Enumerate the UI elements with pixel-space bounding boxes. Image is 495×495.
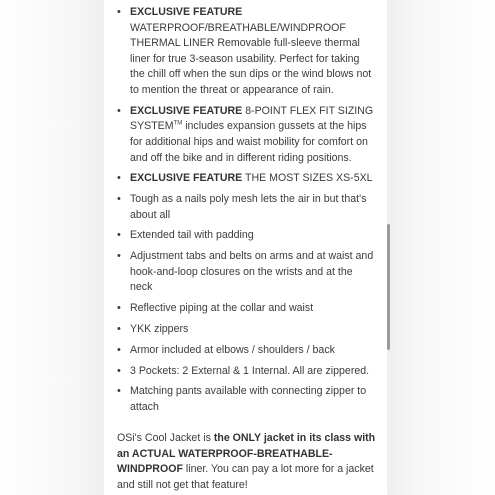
- feature-headline: THE MOST SIZES XS-5XL: [245, 172, 373, 185]
- feature-item-zippers: [115, 322, 377, 338]
- bullet-icon: •: [117, 229, 121, 242]
- product-description-page: [104, 0, 387, 495]
- feature-item-tail: [115, 228, 377, 244]
- trademark-mark: TM: [173, 120, 183, 127]
- feature-text: Tough as a nails poly mesh lets the air in but that's about all: [130, 193, 367, 221]
- bullet-icon: •: [117, 193, 121, 206]
- feature-detail: Removable full-sleeve thermal liner for true 3-season usability. Perfect for taking the chill off when the sun dips or the wind blows not to mention the threat or appearance of rain.: [130, 37, 372, 96]
- feature-text: Matching pants available with connecting zipper to attach: [130, 385, 367, 413]
- feature-highlight: EXCLUSIVE FEATURE: [130, 104, 243, 117]
- bullet-icon: •: [117, 343, 121, 356]
- bullet-icon: •: [117, 172, 121, 185]
- scrollbar-thumb[interactable]: [387, 224, 390, 350]
- bullet-icon: •: [117, 385, 121, 398]
- feature-item-armor: [115, 343, 377, 359]
- feature-text: 3 Pockets: 2 External & 1 Internal. All are zippered.: [130, 364, 370, 377]
- feature-text: Reflective piping at the collar and waist: [130, 302, 314, 315]
- feature-item-thermal-liner: [115, 5, 377, 99]
- feature-list: [115, 5, 377, 421]
- feature-highlight: EXCLUSIVE FEATURE: [130, 6, 243, 18]
- feature-text: Adjustment tabs and belts on arms and at waist and hook-and-loop closures on the wrists and at the neck: [130, 250, 374, 294]
- bullet-icon: •: [117, 104, 121, 117]
- bullet-icon: •: [117, 302, 121, 315]
- feature-item-pockets: [115, 364, 377, 380]
- feature-item-flex-fit: [115, 104, 377, 166]
- page-margin-left: [0, 0, 104, 495]
- feature-item-mesh: [115, 192, 377, 223]
- feature-text: Armor included at elbows / shoulders / back: [130, 343, 335, 356]
- feature-detail: includes expansion gussets at the hips for additional hips and waist mobility for comfort on and off the bike and in different riding positions.: [130, 120, 368, 164]
- feature-item-pants: [115, 384, 377, 415]
- bullet-icon: •: [117, 6, 121, 18]
- page-margin-right: [387, 0, 495, 495]
- summary-tail: liner. You can pay a lot more for a jacket and still not get that feature!: [117, 463, 374, 491]
- feature-item-reflective: [115, 301, 377, 317]
- summary-lead: OSi's Cool Jacket is: [117, 432, 211, 444]
- summary-emphasis: the ONLY jacket in its class with an ACTUAL WATERPROOF-BREATHABLE-WINDPROOF: [117, 432, 376, 476]
- feature-text: YKK zippers: [130, 323, 189, 335]
- feature-headline: 8-POINT FLEX FIT SIZING SYSTEM: [130, 104, 374, 133]
- bullet-icon: •: [117, 364, 121, 377]
- feature-headline: WATERPROOF/BREATHABLE/WINDPROOF THERMAL LINER: [130, 21, 346, 50]
- summary-paragraph: [117, 431, 379, 493]
- bullet-icon: •: [117, 250, 121, 263]
- feature-highlight: EXCLUSIVE FEATURE: [130, 172, 243, 185]
- bullet-icon: •: [117, 323, 121, 335]
- feature-item-adjustment: [115, 249, 377, 296]
- feature-item-sizes: [115, 171, 377, 187]
- feature-text: Extended tail with padding: [130, 229, 254, 242]
